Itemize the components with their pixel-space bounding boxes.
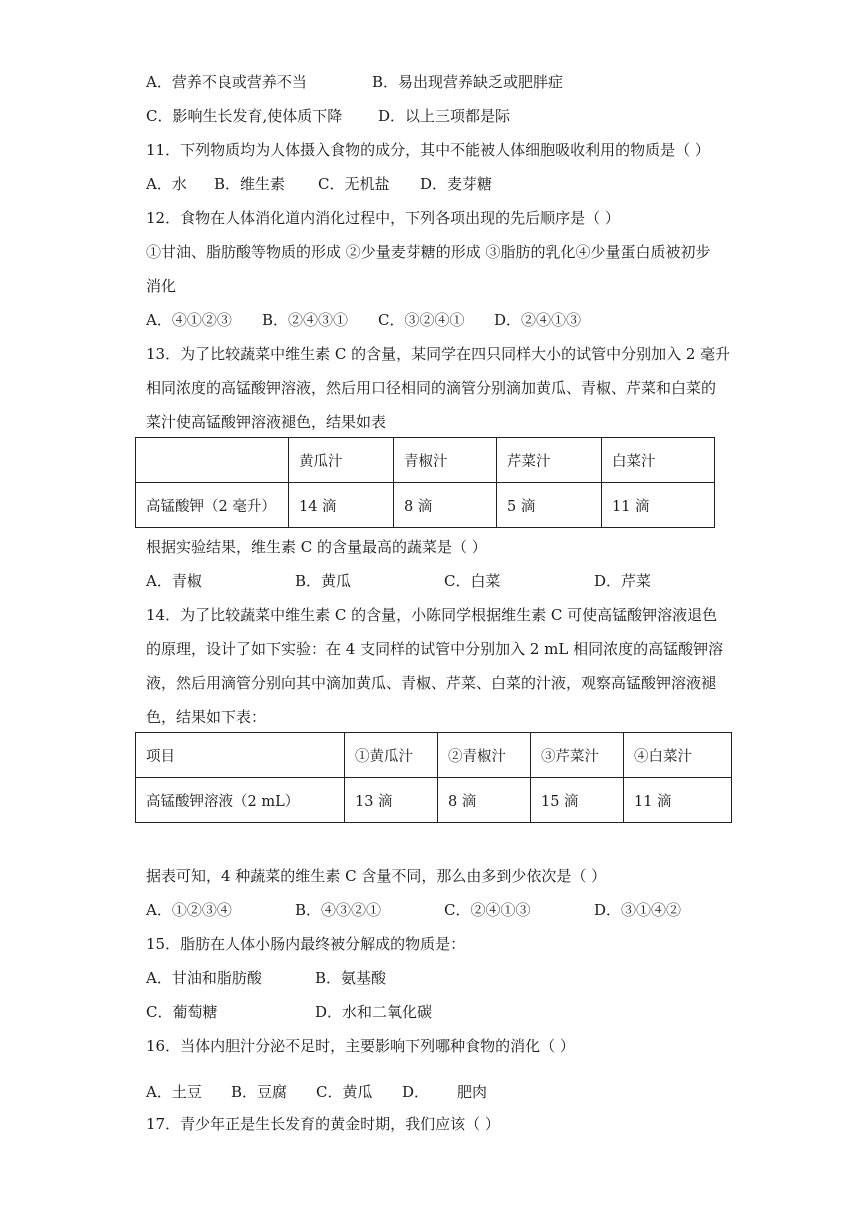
table-cell: 13 滴 <box>345 778 438 823</box>
q14-option-b: B．④③②① <box>295 901 382 919</box>
table-cell: ③芹菜汁 <box>531 733 624 778</box>
option-d: D．以上三项都是际 <box>378 107 511 125</box>
question-12-stem: 12．食物在人体消化道内消化过程中，下列各项出现的先后顺序是（ ） <box>146 209 620 227</box>
question-14-stem: 14．为了比较蔬菜中维生素 C 的含量，小陈同学根据维生素 C 可使高锰酸钾溶液退色 <box>146 606 718 624</box>
table-cell: ④白菜汁 <box>624 733 732 778</box>
table-cell: ①黄瓜汁 <box>345 733 438 778</box>
table-cell: 高锰酸钾（2 毫升） <box>136 483 289 528</box>
table-header-row <box>136 733 732 778</box>
q15-option-d: D．水和二氧化碳 <box>315 1003 433 1021</box>
q11-option-b: B．维生素 <box>214 175 286 193</box>
question-14-stem-4: 色，结果如下表： <box>146 708 267 726</box>
table-cell: 14 滴 <box>289 483 394 528</box>
q14-result-table <box>135 732 732 823</box>
option-b: B．易出现营养缺乏或肥胖症 <box>372 73 564 91</box>
q12-option-c: C．③②④① <box>378 311 465 329</box>
q13-result-table <box>135 437 715 528</box>
table-row <box>136 483 715 528</box>
q12-option-a: A．④①②③ <box>146 311 232 329</box>
q16-option-b: B．豆腐 <box>231 1083 288 1101</box>
option-a: A．营养不良或营养不当 <box>146 73 307 91</box>
q14-option-a: A．①②③④ <box>146 901 232 919</box>
question-11-stem: 11．下列物质均为人体摄入食物的成分，其中不能被人体细胞吸收利用的物质是（ ） <box>146 141 710 159</box>
table-cell: 11 滴 <box>624 778 732 823</box>
q11-option-d: D．麦芽糖 <box>420 175 493 193</box>
q11-option-c: C．无机盐 <box>318 175 390 193</box>
q15-option-c: C．葡萄糖 <box>146 1003 218 1021</box>
q16-option-c: C．黄瓜 <box>316 1083 373 1101</box>
q12-option-d: D．②④①③ <box>494 311 582 329</box>
table-cell: 8 滴 <box>438 778 531 823</box>
q13-option-b: B．黄瓜 <box>295 572 352 590</box>
q16-option-d: D． <box>402 1083 430 1101</box>
question-14-stem-2: 的原理，设计了如下实验：在 4 支同样的试管中分别加入 2 mL 相同浓度的高锰酸钾溶 <box>146 640 724 658</box>
question-15-stem: 15．脂肪在人体小肠内最终被分解成的物质是： <box>146 935 466 953</box>
question-13-stem-3: 菜汁使高锰酸钾溶液褪色，结果如表 <box>146 413 387 431</box>
table-cell <box>136 438 289 483</box>
table-cell: 项目 <box>136 733 345 778</box>
question-12-items-cont: 消化 <box>146 277 177 295</box>
question-17-stem: 17．青少年正是生长发育的黄金时期，我们应该（ ） <box>146 1115 500 1133</box>
question-16-stem: 16．当体内胆汁分泌不足时，主要影响下列哪种食物的消化（ ） <box>146 1037 575 1055</box>
table-header-row <box>136 438 715 483</box>
question-13-question: 根据实验结果，维生素 C 的含量最高的蔬菜是（ ） <box>146 538 487 556</box>
q15-option-b: B．氨基酸 <box>315 969 387 987</box>
table-cell: 黄瓜汁 <box>289 438 394 483</box>
q16-option-d-text: 肥肉 <box>457 1083 488 1101</box>
q16-option-a: A．土豆 <box>146 1083 202 1101</box>
option-c: C．影响生长发育,使体质下降 <box>146 107 343 125</box>
table-cell: 11 滴 <box>602 483 715 528</box>
table-row <box>136 778 732 823</box>
question-13-stem: 13．为了比较蔬菜中维生素 C 的含量，某同学在四只同样大小的试管中分别加入 2 毫升 <box>146 345 731 363</box>
q13-option-a: A．青椒 <box>146 572 202 590</box>
question-14-question: 据表可知，4 种蔬菜的维生素 C 含量不同，那么由多到少依次是（ ） <box>146 867 607 885</box>
q11-option-a: A．水 <box>146 175 187 193</box>
question-13-stem-2: 相同浓度的高锰酸钾溶液，然后用口径相同的滴管分别滴加黄瓜、青椒、芹菜和白菜的 <box>146 379 717 397</box>
table-cell: 芹菜汁 <box>497 438 602 483</box>
question-14-stem-3: 液，然后用滴管分别向其中滴加黄瓜、青椒、芹菜、白菜的汁液，观察高锰酸钾溶液褪 <box>146 674 717 692</box>
table-cell: 5 滴 <box>497 483 602 528</box>
table-cell: 高锰酸钾溶液（2 mL） <box>136 778 345 823</box>
q13-option-d: D．芹菜 <box>594 572 652 590</box>
table-cell: 青椒汁 <box>394 438 497 483</box>
table-cell: 白菜汁 <box>602 438 715 483</box>
q13-option-c: C．白菜 <box>444 572 501 590</box>
q12-option-b: B．②④③① <box>262 311 349 329</box>
q15-option-a: A．甘油和脂肪酸 <box>146 969 262 987</box>
question-12-items: ①甘油、脂肪酸等物质的形成 ②少量麦芽糖的形成 ③脂肪的乳化④少量蛋白质被初步 <box>146 243 711 261</box>
table-cell: 15 滴 <box>531 778 624 823</box>
table-cell: ②青椒汁 <box>438 733 531 778</box>
q14-option-d: D．③①④② <box>594 901 682 919</box>
q14-option-c: C．②④①③ <box>444 901 531 919</box>
table-cell: 8 滴 <box>394 483 497 528</box>
